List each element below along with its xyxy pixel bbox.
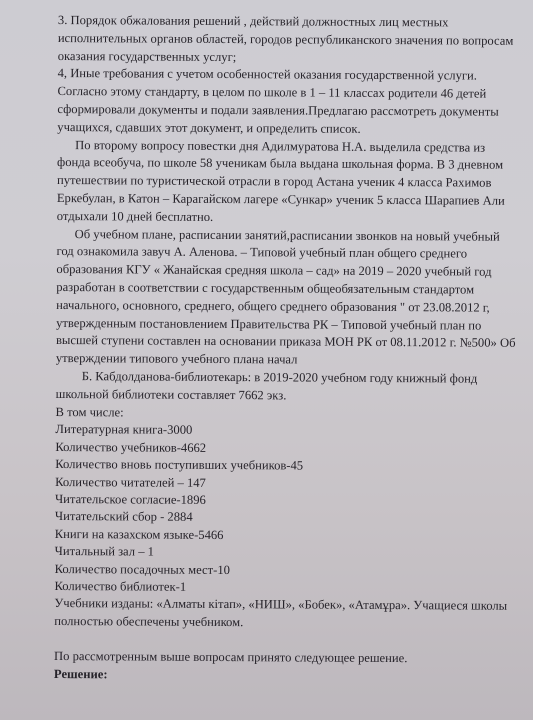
- list-item: Читательский сбор - 2884: [54, 509, 193, 525]
- paragraph-item-3: 3. Порядок обжалования решений , действий должностных лиц местных исполнительных органов областей, городов республиканского значения по вопросам оказания государственных услуг;: [57, 12, 514, 64]
- list-item: Количество библиотек-1: [54, 578, 187, 594]
- paragraph-textbooks: Учебники изданы: «Алматы кітап», «НИШ», «Бобек», «Атамұра». Учащиеся школы полностью обеспечены учебником.: [54, 596, 508, 630]
- list-item: Книги на казахском языке-5466: [54, 526, 224, 542]
- list-item: Количество читателей – 147: [55, 474, 206, 490]
- paragraph-item-4: 4, Иные требования с учетом особенностей оказания государственной услуги. Согласно этому стандарту, в целом по школе в 1 – 11 классах родители 46 детей сформировали документы и подали заявления.Предлагаю рассмотреть документы учащихся, сдавших этот документ, и определить список.: [57, 66, 499, 136]
- list-item: Читальный зал – 1: [54, 544, 154, 559]
- list-item: Читательское согласие-1896: [54, 491, 206, 507]
- list-item: Количество вновь поступивших учебников-45: [55, 457, 304, 473]
- including-label: В том числе:: [55, 404, 124, 419]
- paragraph-study-plan: Об учебном плане, расписании занятий,расписании звонков на новый учебный год ознакомила завуч А. Аленова. – Типовой учебный план общего среднего образования КГУ « Жанайская средняя школа – сад» на 2019 – 2020 учебный год разработан в соответствии с государственным общеобязательным стандартом начального, основного, среднего, общего среднего образования " от 23.08.2012 г, утвержденным постановлением Правительства РК – Типовой учебный план по высшей ступени составлен на основании приказа МОН РК от 08.11.2012 г. №500» Об утверждении типового учебного плана начал: [55, 226, 516, 367]
- document-text: [54, 12, 520, 686]
- list-item: Количество посадочных мест-10: [54, 561, 230, 577]
- decision-intro: По рассмотренным выше вопросам принято следующее решение.: [54, 648, 408, 666]
- library-stats-list: [54, 421, 517, 598]
- paragraph-library: Б. Кабдолданова-библиотекарь: в 2019-2020 учебном году книжный фонд школьной библиотеки составляет 7662 экз.: [55, 369, 478, 403]
- paragraph-second-question: По второму вопросу повестки дня Адилмуратова Н.А. выделила средства из фонда всеобуча, по школе 58 ученикам была выдана школьная форма. В 3 дневном путешествии по туристической отрасли в город Астана ученик 4 класса Рахимов Еркебулан, в Катон – Карагайском лагере «Сункар» ученик 5 класса Шарапиев Али отдыхали 10 дней бесплатно.: [56, 137, 505, 224]
- list-item: Литературная книга-3000: [55, 422, 193, 438]
- decision-label: Решение:: [53, 666, 108, 682]
- list-item: Количество учебников-4662: [55, 439, 207, 455]
